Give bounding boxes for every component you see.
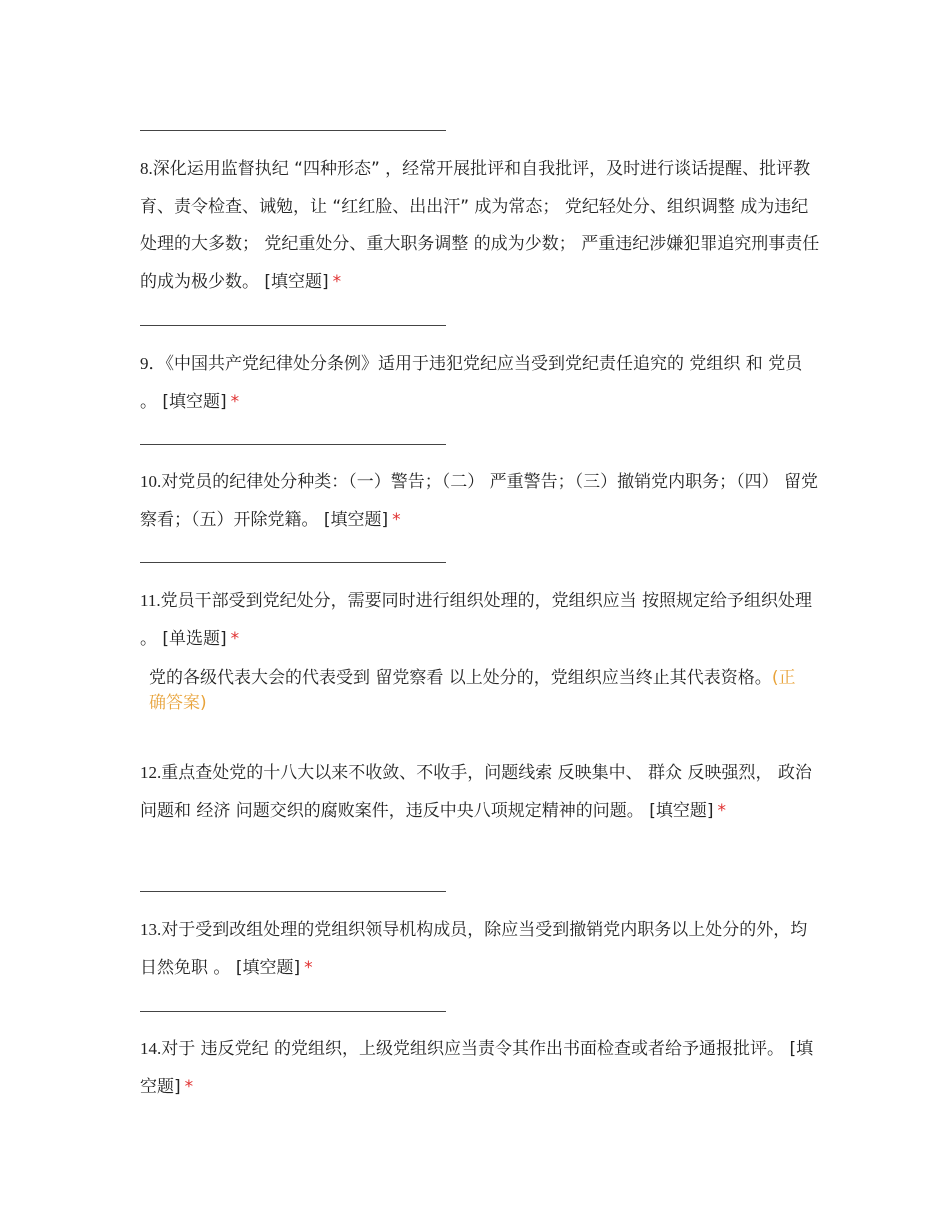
question-text: 深化运用监督执纪 “四种形态” ，经常开展批评和自我批评，及时进行谈话提醒、批评教育、责令检查、诫勉，让 “红红脸、出出汗” 成为常态； 党纪轻处分、组织调整 成为违纪处理的大多数； 党纪重处分、重大职务调整 的成为少数； 严重违纪涉嫌犯罪追究刑事责任 的成为极少数。: [140, 159, 820, 292]
required-mark: *: [392, 509, 401, 530]
question-8: [140, 150, 820, 301]
answer-blank-q10[interactable]: [140, 562, 446, 563]
question-number: 9．: [140, 354, 166, 373]
question-10: [140, 463, 820, 539]
required-mark: *: [332, 271, 342, 292]
question-9: [140, 345, 820, 421]
question-11: [140, 582, 820, 658]
question-14: [140, 1030, 820, 1106]
question-number: 8.: [140, 159, 153, 178]
question-text: 《中国共产党纪律处分条例》适用于违犯党纪应当受到党纪责任追究的 党组织 和 党员 。: [140, 354, 803, 412]
question-text: 重点查处党的十八大以来不收敛、不收手，问题线索 反映集中、 群众 反映强烈， 政治 问题和 经济 问题交织的腐败案件，违反中央八项规定精神的问题。: [140, 763, 812, 821]
question-type: [填空题]: [323, 509, 389, 530]
question-number: 12.: [140, 763, 162, 782]
question-type: [填空题]: [649, 800, 714, 821]
answer-blank-q8[interactable]: [140, 325, 446, 326]
question-text: 对于受到改组处理的党组织领导机构成员，除应当受到撤销党内职务以上处分的外，均 日然免职 。: [140, 920, 808, 978]
option-text: 党的各级代表大会的代表受到 留党察看 以上处分的，党组织应当终止其代表资格。: [149, 668, 772, 688]
question-type: [填空题]: [264, 271, 329, 292]
required-mark: *: [230, 391, 240, 412]
required-mark: *: [184, 1076, 194, 1097]
required-mark: *: [717, 800, 726, 821]
answer-blank-q7[interactable]: [140, 130, 446, 131]
question-number: 13.: [140, 920, 162, 939]
correct-answer-tag: (正确答案): [149, 668, 796, 713]
question-number: 14.: [140, 1039, 162, 1058]
question-12: [140, 754, 820, 830]
question-text: 对于 违反党纪 的党组织，上级党组织应当责令其作出书面检查或者给予通报批评。: [161, 1039, 785, 1059]
answer-blank-q12[interactable]: [140, 891, 446, 892]
question-type: [填空题]: [140, 1039, 814, 1097]
question-type: [单选题]: [162, 628, 227, 649]
question-type: [填空题]: [162, 391, 227, 412]
question-text: 党员干部受到党纪处分，需要同时进行组织处理的，党组织应当 按照规定给予组织处理 。: [140, 591, 813, 649]
question-type: [填空题]: [235, 957, 301, 978]
required-mark: *: [230, 628, 240, 649]
question-number: 11.: [140, 591, 161, 610]
question-number: 10.: [140, 472, 162, 491]
answer-blank-q13[interactable]: [140, 1011, 446, 1012]
question-13: [140, 911, 820, 987]
answer-blank-q9[interactable]: [140, 444, 446, 445]
question-text: 对党员的纪律处分种类：（一）警告；（二） 严重警告；（三）撤销党内职务；（四） 留党察看；（五）开除党籍。: [140, 472, 819, 530]
answer-option[interactable]: [149, 666, 809, 716]
required-mark: *: [304, 957, 313, 978]
